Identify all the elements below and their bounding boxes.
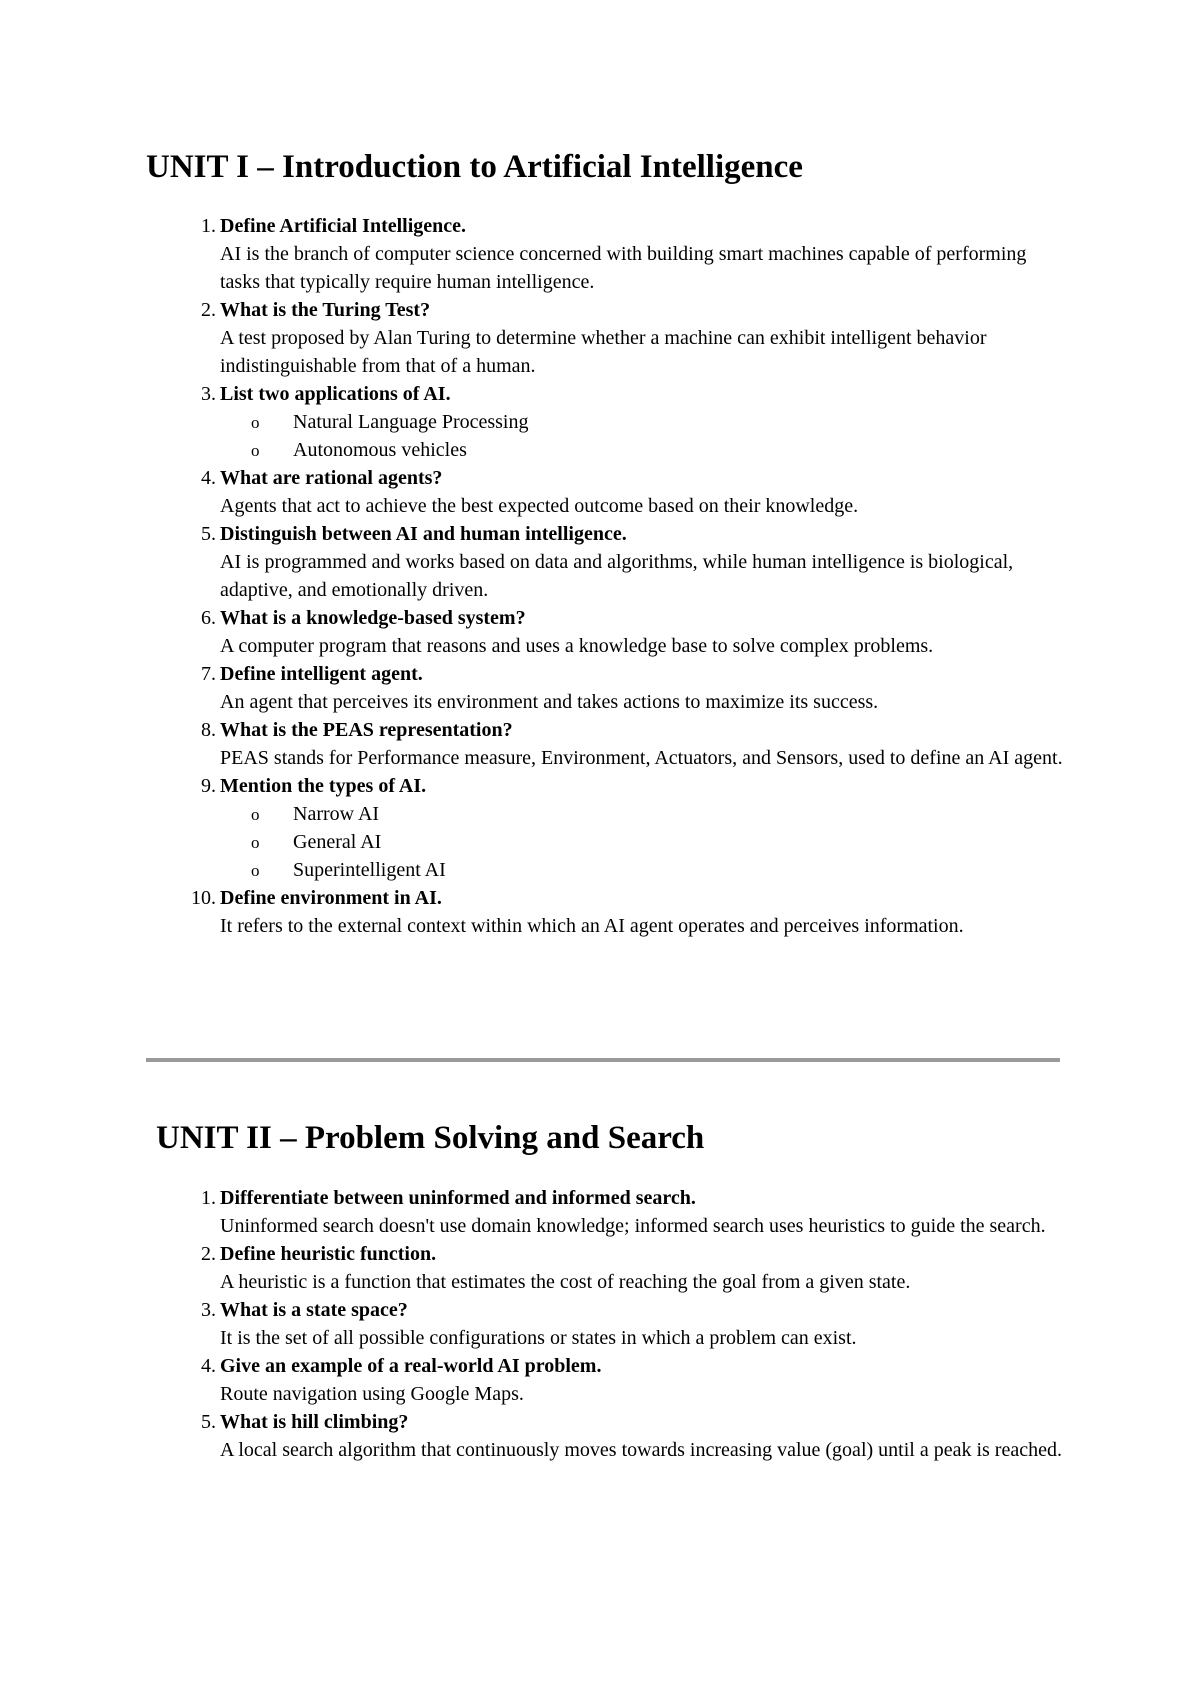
question-number: 5. [201,1411,216,1433]
bullet-icon: o [251,805,260,824]
question-number: 7. [201,663,216,685]
question-item [201,520,1070,604]
question-number: 8. [201,719,216,741]
question-text: Define intelligent agent. [220,663,423,685]
answer-text: It is the set of all possible configurations or states in which a problem can exist. [220,1327,857,1349]
question-number: 9. [201,775,216,797]
question-number: 10. [191,887,216,909]
question-number: 1. [201,215,216,237]
question-number: 6. [201,607,216,629]
bullet-item [220,856,1070,884]
question-number: 4. [201,467,216,489]
question-text: Give an example of a real-world AI problem. [220,1355,602,1377]
bullet-list [220,408,1070,464]
question-item [201,1296,1070,1352]
answer-text: It refers to the external context within which an AI agent operates and perceives information. [220,915,964,937]
bullet-icon: o [251,441,260,460]
question-item [201,296,1070,380]
question-text: What is hill climbing? [220,1411,409,1433]
bullet-item [220,828,1070,856]
question-text: Define Artificial Intelligence. [220,215,467,237]
unit-2-question-list [201,1184,1070,1464]
question-number: 2. [201,1243,216,1265]
question-text: List two applications of AI. [220,383,451,405]
answer-text: A computer program that reasons and uses a knowledge base to solve complex problems. [220,635,934,657]
unit-1-title: UNIT I – Introduction to Artificial Intelligence [146,149,803,185]
question-number: 1. [201,1187,216,1209]
question-item [201,1352,1070,1408]
question-text: What is the Turing Test? [220,299,431,321]
answer-text: Agents that act to achieve the best expected outcome based on their knowledge. [220,495,859,517]
question-item [201,1408,1070,1464]
question-item [201,464,1070,520]
bullet-list [220,800,1070,884]
answer-text: A local search algorithm that continuously moves towards increasing value (goal) until a peak is reached. [220,1439,1062,1461]
bullet-text: Superintelligent AI [293,859,446,881]
answer-text: An agent that perceives its environment and takes actions to maximize its success. [220,691,879,713]
bullet-icon: o [251,861,260,880]
bullet-text: General AI [293,831,382,853]
unit-2-section [0,1118,1200,1464]
section-divider [146,1058,1060,1062]
answer-text: Route navigation using Google Maps. [220,1383,524,1405]
question-item [201,772,1070,884]
question-text: Define heuristic function. [220,1243,437,1265]
question-item [201,1184,1070,1240]
question-text: Differentiate between uninformed and informed search. [220,1187,696,1209]
answer-text: Uninformed search doesn't use domain knowledge; informed search uses heuristics to guide the search. [220,1215,1046,1237]
bullet-icon: o [251,413,260,432]
question-item [201,660,1070,716]
question-item [201,380,1070,464]
bullet-text: Autonomous vehicles [293,439,467,461]
question-text: What is a knowledge-based system? [220,607,526,629]
question-item [201,212,1070,296]
question-item [201,604,1070,660]
question-item [201,716,1070,772]
question-text: What is the PEAS representation? [220,719,513,741]
question-item [201,1240,1070,1296]
unit-1-question-list [191,212,1070,940]
question-text: What are rational agents? [220,467,443,489]
question-item [191,884,1070,940]
question-number: 3. [201,1299,216,1321]
unit-1-section [0,147,1200,940]
question-text: Define environment in AI. [220,887,442,909]
question-number: 4. [201,1355,216,1377]
question-number: 3. [201,383,216,405]
bullet-item [220,408,1070,436]
bullet-item [220,800,1070,828]
question-text: Distinguish between AI and human intelligence. [220,523,627,545]
unit-2-title: UNIT II – Problem Solving and Search [156,1120,705,1156]
bullet-icon: o [251,833,260,852]
answer-text: A heuristic is a function that estimates the cost of reaching the goal from a given state. [220,1271,911,1293]
answer-text: AI is programmed and works based on data and algorithms, while human intelligence is biological, adaptive, and emotionally driven. [220,551,1014,601]
question-text: What is a state space? [220,1299,408,1321]
answer-text: AI is the branch of computer science concerned with building smart machines capable of performing tasks that typically require human intelligence. [220,243,1027,293]
answer-text: A test proposed by Alan Turing to determine whether a machine can exhibit intelligent behavior indistinguishable from that of a human. [220,327,987,377]
bullet-item [220,436,1070,464]
question-number: 2. [201,299,216,321]
answer-text: PEAS stands for Performance measure, Environment, Actuators, and Sensors, used to define an AI agent. [220,747,1063,769]
question-number: 5. [201,523,216,545]
bullet-text: Natural Language Processing [293,411,529,433]
question-text: Mention the types of AI. [220,775,427,797]
bullet-text: Narrow AI [293,803,380,825]
